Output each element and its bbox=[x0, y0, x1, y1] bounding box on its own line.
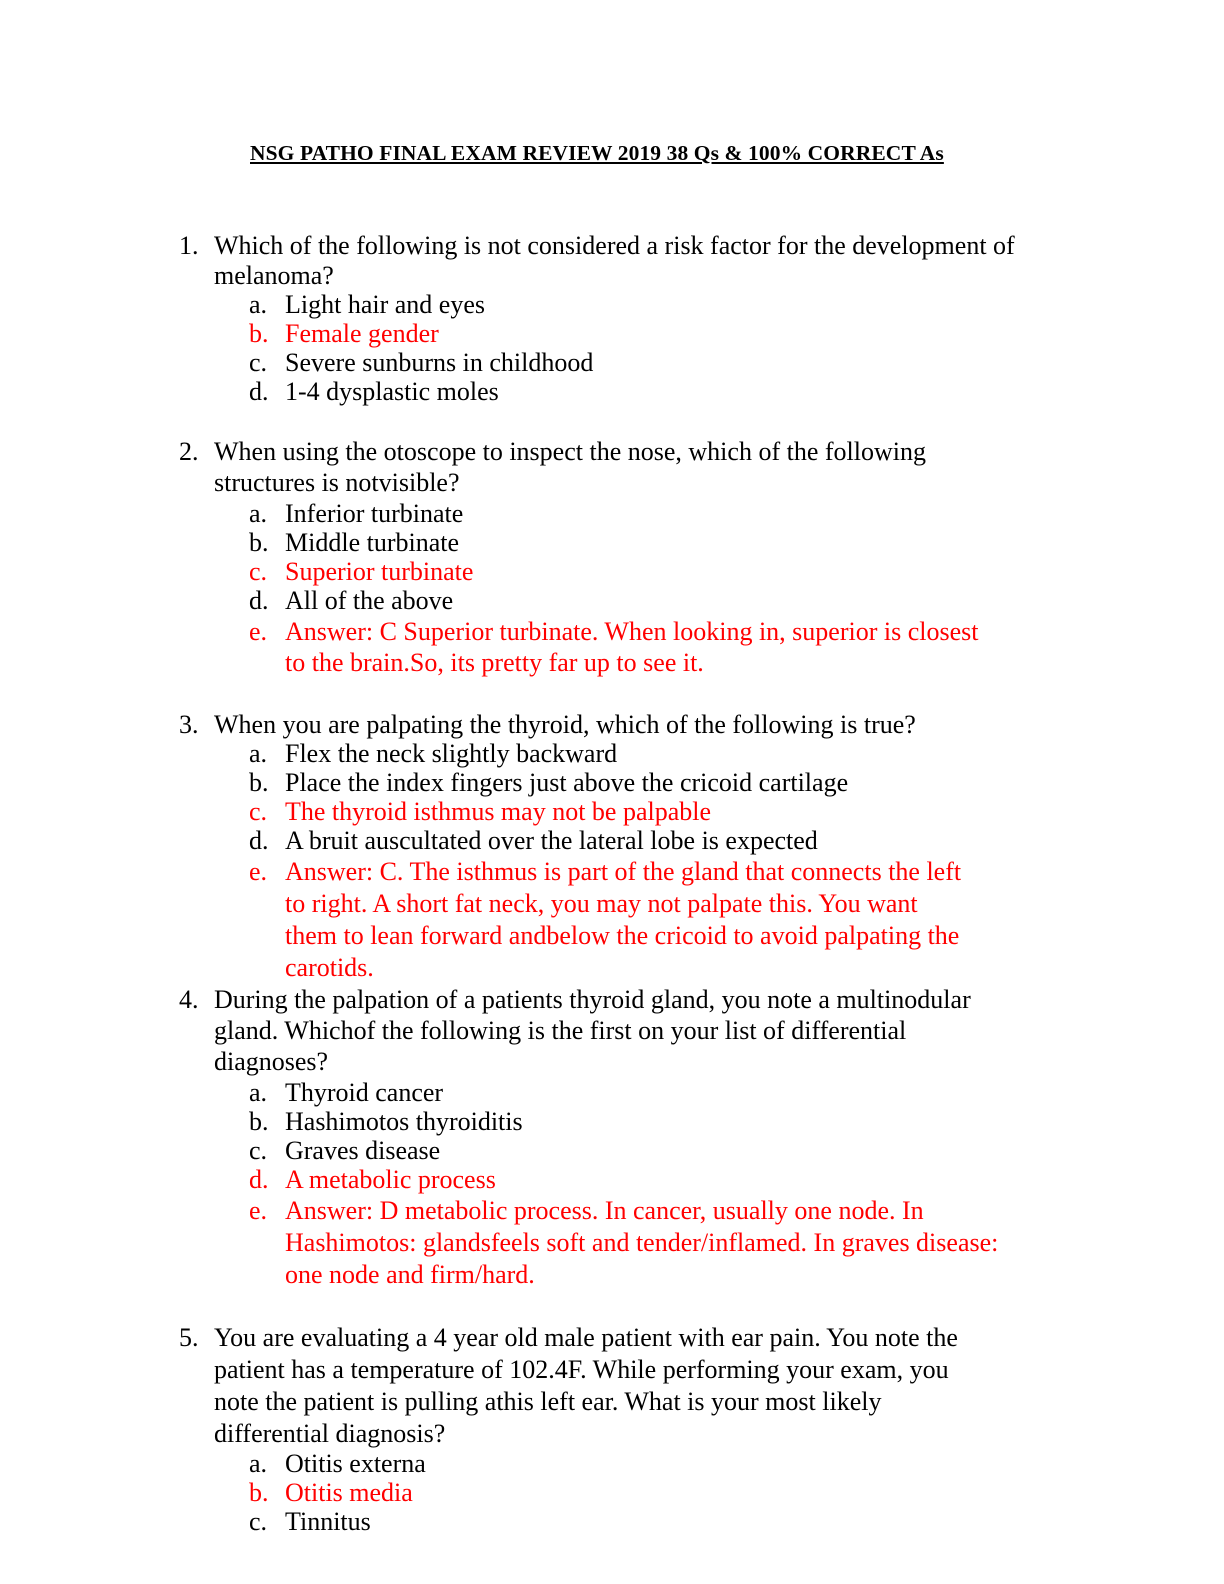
option-c bbox=[249, 347, 593, 378]
option-text: Severe sunburns in childhood bbox=[285, 348, 594, 377]
option-d bbox=[249, 585, 453, 616]
answer-explanation bbox=[249, 1195, 924, 1226]
answer-explanation-continued: them to lean forward andbelow the cricoid to avoid palpating the bbox=[285, 921, 960, 950]
question-number: 5. bbox=[179, 1323, 199, 1352]
question-text: structures is notvisible? bbox=[214, 468, 460, 497]
option-a bbox=[249, 289, 485, 320]
option-text: Middle turbinate bbox=[285, 528, 460, 557]
option-text: Female gender bbox=[285, 319, 439, 348]
option-text: All of the above bbox=[285, 586, 454, 615]
question-text: patient has a temperature of 102.4F. While performing your exam, you bbox=[214, 1355, 949, 1384]
question-text: gland. Whichof the following is the first on your list of differential bbox=[214, 1016, 907, 1045]
answer-explanation bbox=[249, 856, 961, 887]
option-letter: a. bbox=[249, 290, 268, 319]
option-text: 1-4 dysplastic moles bbox=[285, 377, 499, 406]
answer-explanation bbox=[249, 616, 978, 647]
option-a bbox=[249, 1077, 443, 1108]
option-letter: c. bbox=[249, 557, 268, 586]
option-letter: e. bbox=[249, 617, 268, 646]
option-text: The thyroid isthmus may not be palpable bbox=[285, 797, 712, 826]
question-text: Which of the following is not considered a risk factor for the development of bbox=[214, 231, 1015, 260]
option-text: A metabolic process bbox=[285, 1165, 496, 1194]
option-letter: b. bbox=[249, 768, 269, 797]
option-d bbox=[249, 825, 818, 856]
answer-explanation-continued: one node and firm/hard. bbox=[285, 1260, 535, 1289]
option-text: Place the index fingers just above the cricoid cartilage bbox=[285, 768, 849, 797]
option-text: Otitis externa bbox=[285, 1449, 426, 1478]
option-b bbox=[249, 527, 459, 558]
question-number: 2. bbox=[179, 437, 199, 466]
option-letter: a. bbox=[249, 1078, 268, 1107]
option-c-answer bbox=[249, 556, 473, 587]
option-text: A bruit auscultated over the lateral lobe is expected bbox=[285, 826, 818, 855]
question-text: During the palpation of a patients thyroid gland, you note a multinodular bbox=[214, 985, 971, 1014]
answer-explanation-continued: to the brain.So, its pretty far up to see it. bbox=[285, 648, 704, 677]
document-title: NSG PATHO FINAL EXAM REVIEW 2019 38 Qs & 100% CORRECT As bbox=[250, 141, 944, 165]
option-c bbox=[249, 1506, 371, 1537]
option-letter: d. bbox=[249, 586, 269, 615]
question-number: 4. bbox=[179, 985, 199, 1014]
option-text: Hashimotos thyroiditis bbox=[285, 1107, 523, 1136]
option-letter: b. bbox=[249, 319, 269, 348]
question-text: diagnoses? bbox=[214, 1047, 329, 1076]
option-letter: c. bbox=[249, 1507, 268, 1536]
option-letter: a. bbox=[249, 739, 268, 768]
option-b bbox=[249, 1106, 523, 1137]
option-text: Light hair and eyes bbox=[285, 290, 485, 319]
answer-explanation-continued: to right. A short fat neck, you may not palpate this. You want bbox=[285, 889, 918, 918]
option-letter: e. bbox=[249, 857, 268, 886]
question-number: 3. bbox=[179, 710, 199, 739]
option-letter: d. bbox=[249, 377, 269, 406]
option-c-answer bbox=[249, 796, 711, 827]
option-b bbox=[249, 767, 848, 798]
option-text: Flex the neck slightly backward bbox=[285, 739, 618, 768]
option-b-answer bbox=[249, 1477, 413, 1508]
option-letter: a. bbox=[249, 499, 268, 528]
option-a bbox=[249, 738, 617, 769]
option-letter: d. bbox=[249, 1165, 269, 1194]
option-text: Answer: C. The isthmus is part of the gland that connects the left bbox=[285, 857, 962, 886]
option-text: Graves disease bbox=[285, 1136, 441, 1165]
answer-explanation-continued: carotids. bbox=[285, 953, 374, 982]
question-text: When using the otoscope to inspect the nose, which of the following bbox=[214, 437, 926, 466]
option-letter: d. bbox=[249, 826, 269, 855]
question-text: melanoma? bbox=[214, 261, 334, 290]
option-letter: c. bbox=[249, 797, 268, 826]
option-text: Thyroid cancer bbox=[285, 1078, 444, 1107]
option-text: Inferior turbinate bbox=[285, 499, 464, 528]
option-text: Otitis media bbox=[285, 1478, 413, 1507]
option-letter: c. bbox=[249, 1136, 268, 1165]
option-c bbox=[249, 1135, 440, 1166]
question-number: 1. bbox=[179, 231, 199, 260]
option-b-answer bbox=[249, 318, 439, 349]
option-letter: b. bbox=[249, 1107, 269, 1136]
answer-explanation-continued: Hashimotos: glandsfeels soft and tender/inflamed. In graves disease: bbox=[285, 1228, 999, 1257]
option-letter: b. bbox=[249, 528, 269, 557]
option-text: Tinnitus bbox=[285, 1507, 371, 1536]
option-text: Answer: D metabolic process. In cancer, usually one node. In bbox=[285, 1196, 924, 1225]
option-letter: a. bbox=[249, 1449, 268, 1478]
option-text: Superior turbinate bbox=[285, 557, 474, 586]
option-letter: e. bbox=[249, 1196, 268, 1225]
question-text: note the patient is pulling athis left ear. What is your most likely bbox=[214, 1387, 882, 1416]
option-d-answer bbox=[249, 1164, 496, 1195]
option-a bbox=[249, 498, 463, 529]
option-d bbox=[249, 376, 499, 407]
question-text: When you are palpating the thyroid, which of the following is true? bbox=[214, 710, 916, 739]
option-a bbox=[249, 1448, 426, 1479]
question-text: differential diagnosis? bbox=[214, 1419, 446, 1448]
option-letter: b. bbox=[249, 1478, 269, 1507]
option-letter: c. bbox=[249, 348, 268, 377]
option-text: Answer: C Superior turbinate. When looking in, superior is closest bbox=[285, 617, 979, 646]
question-text: You are evaluating a 4 year old male patient with ear pain. You note the bbox=[214, 1323, 958, 1352]
